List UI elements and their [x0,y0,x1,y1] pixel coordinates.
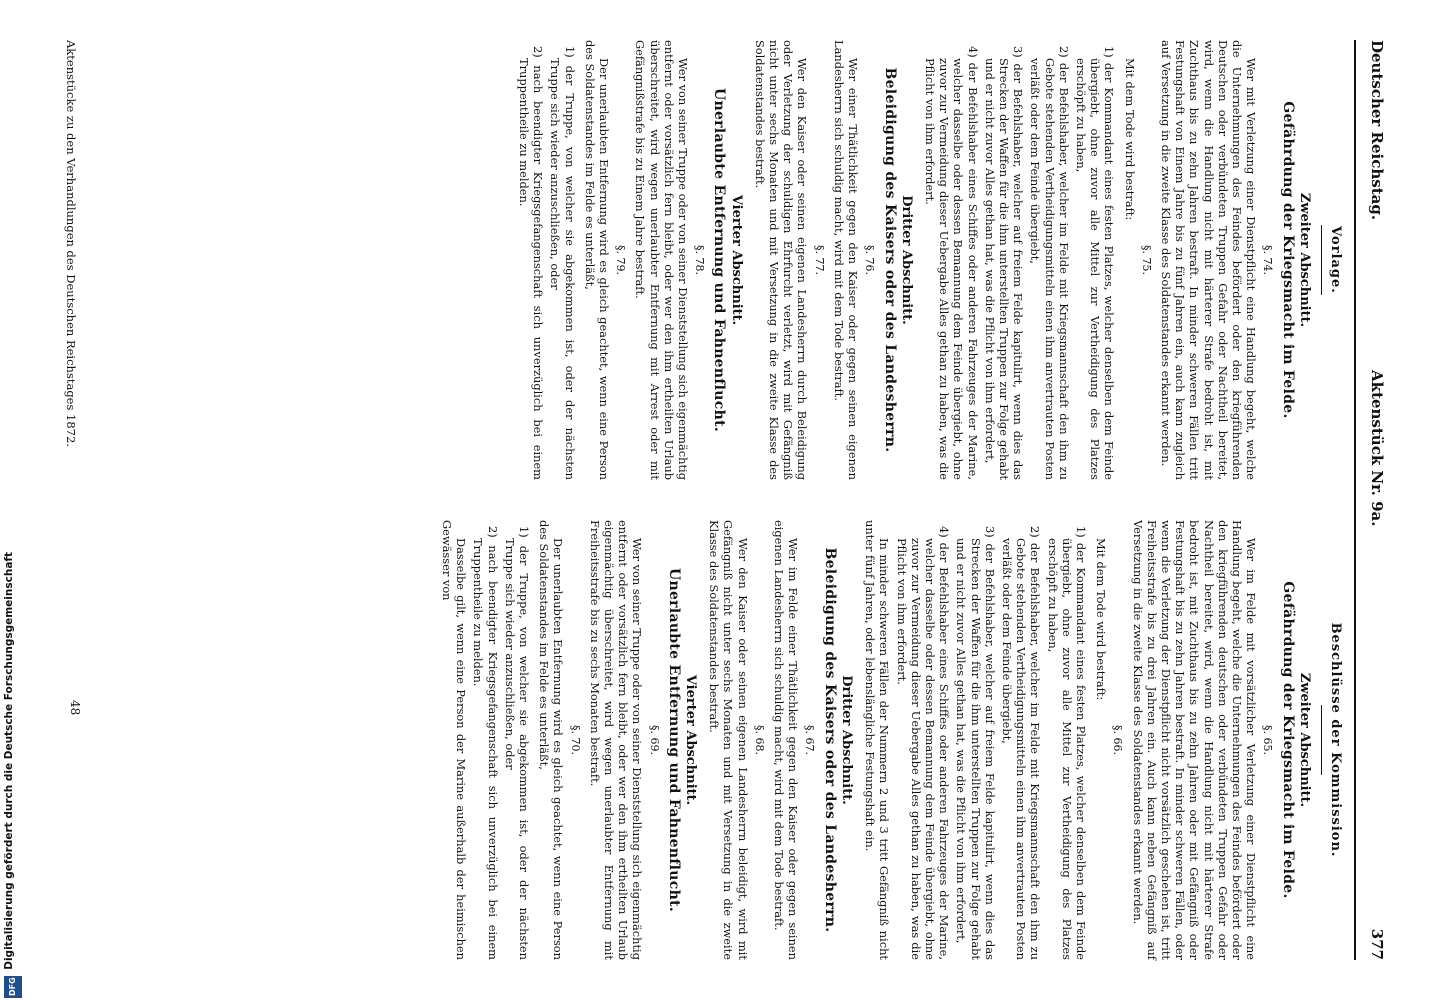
list-item: 1) der Kommandant eines festen Platzes, welcher denselben dem Feinde übergiebt, ohne zuvor alle Mittel zur Vertheidigung des Platzes erschöpft zu haben, [1073,46,1117,480]
column-title: Beschlüsse der Kommission. [1328,622,1343,858]
paragraph-number: §. 68. [752,725,766,755]
list-item: 1) der Truppe, von welcher sie abgekommen ist, oder der nächsten Truppe sich wieder anzuschließen, oder [548,46,577,480]
section-title: Gefährdung der Kriegsmacht im Felde. [1279,581,1296,899]
paragraph-text: Wer im Felde einer Thätlichkeit gegen den Kaiser oder gegen seinen eigenen Landesherrn sich schuldig macht, wird mit dem Tode bestraft. [772,520,801,960]
digitization-credit [0,552,26,1000]
list-item: 4) der Befehlshaber eines Schiffes oder anderen Fahrzeuges der Marine, welcher dasselbe oder dessen Bemannung dem Feinde übergiebt, ohne zuvor zur Vermeidung dieser Uebergabe Alles gethan zu haben, was die Pflicht von ihm erfordert. [922,46,980,480]
list-item: 2) nach beendigter Kriegsgefangenschaft sich unverzüglich bei einem Truppentheile zu melden. [517,46,546,480]
header-center: Aktenstück Nr. 9a. [1368,370,1386,527]
paragraph-number: §. 79. [614,245,628,275]
paragraph-text: Wer mit Verletzung einer Dienstpflicht eine Handlung begeht, welche die Unternehmungen des Feindes befördert oder den kriegführenden Deutschen oder verbündeten Truppen Gefahr oder Nachtheil bereitet, wird, wenn die Handlung nicht mit härterer Strafe bedroht ist, mit Zuchthaus bis zu zehn Jahren bestraft. In minder schweren Fällen tritt Festungshaft von Einem Jahre bis zu fünf Jahren ein, auch kann zugleich auf Versetzung in die zweite Klasse des Soldatenstandes erkannt werden. [1158,40,1259,480]
paragraph-text: Wer einer Thätlichkeit gegen den Kaiser oder gegen seinen eigenen Landesherrn sich schuldig macht, wird mit dem Tode bestraft. [831,40,861,480]
list-item: 1) der Truppe, von welcher sie abgekommen ist, oder der nächsten Truppe sich wieder anzuschließen, oder [502,526,532,960]
list-item: 2) nach beendigter Kriegsgefangenschaft sich unverzüglich bei einem Truppentheile zu melden. [471,526,500,960]
paragraph-number: §. 66. [1111,725,1125,755]
list-item: 3) der Befehlshaber, welcher auf freiem Felde kapitulirt, wenn dies das Strecken der Waffen für die ihm unterstellten Truppen zur Folge gehabt und er nicht zuvor Alles gethan hat, was die Pflicht von ihm erfordert, [954,526,997,960]
sheet-number: 48 [68,700,82,716]
divider [1321,225,1322,295]
list-item: 3) der Befehlshaber, welcher auf freiem Felde kapitulirt, wenn dies das Strecken der Waffen für die ihm unterstellten Truppen zur Folge gehabt und er nicht zuvor Alles gethan hat, was die Pflicht von ihm erfordert, [982,46,1026,480]
section-title: Unerlaubte Entfernung und Fahnenflucht. [711,87,728,433]
column-vorlage [514,40,1344,480]
paragraph-number: §. 78. [693,245,707,275]
list-item: 1) der Kommandant eines festen Platzes, welcher denselben dem Feinde übergiebt, ohne zuvor alle Mittel zur Vertheidigung des Platzes erschöpft zu haben, [1045,526,1088,960]
section-heading: Zweiter Abschnitt. [1296,672,1312,808]
section-heading: Zweiter Abschnitt. [1296,192,1312,328]
paragraph-number: §. 69. [647,725,661,755]
paragraph-text: In minder schweren Fällen der Nummern 2 und 3 tritt Gefängniß nicht unter fünf Jahren, oder lebenslängliche Festungshaft ein. [863,520,892,960]
paragraph-number: §. 65. [1261,725,1275,755]
column-title: Vorlage. [1328,226,1343,294]
list-item: 2) der Befehlshaber, welcher im Felde mit Kriegsmannschaft den ihm zu Gebote stehenden Vertheidigungsmitteln einen ihm anvertrauten Posten verläßt oder dem Feinde übergiebt, [1028,46,1071,480]
header-rule [1354,40,1356,960]
column-beschluesse [434,520,1344,960]
list-item: 2) der Befehlshaber, welcher im Felde mit Kriegsmannschaft den ihm zu Gebote stehenden Vertheidigungsmitteln einen ihm anvertrauten Posten verläßt oder dem Feinde übergiebt, [999,526,1043,960]
paragraph-text: Mit dem Tode wird bestraft: [1122,58,1137,221]
page-footer: Aktenstücke zu den Verhandlungen des Deutschen Reichstages 1872. [64,40,78,447]
paragraph-text: Der unerlaubten Entfernung wird es gleich geachtet, wenn eine Person des Soldatenstandes im Felde es unterläßt, [537,520,566,960]
section-heading: Dritter Abschnitt. [898,195,914,325]
divider [1321,705,1322,775]
section-title: Beleidigung des Kaisers oder des Landesherrn. [881,67,898,453]
paragraph-text: Wer im Felde mit vorsätzlicher Verletzung einer Dienstpflicht eine Handlung begeht, welche die Unternehmungen des Feindes befördert oder den kriegführenden deutschen oder verbündeten Truppen Gefahr oder Nachtheil bereitet, wird, wenn die Handlung nicht mit härterer Strafe bedroht ist, mit Zuchthaus bis zu zehn Jahren oder mit Gefängniß oder Festungshaft bis zu zehn Jahren bestraft. In minder schweren Fällen, oder wenn die Verletzung der Dienstpflicht nicht vorsätzlich geschehen ist, tritt Freiheitsstrafe bis zu drei Jahren ein. Auch kann neben Gefängniß auf Versetzung in die zweite Klasse des Soldatenstandes erkannt werden. [1130,520,1259,960]
page-header [1358,40,1386,960]
paragraph-number: §. 70. [568,725,582,755]
header-left: Deutscher Reichstag. [1368,40,1386,221]
paragraph-text: Wer den Kaiser oder seinen eigenen Landesherrn beleidigt, wird mit Gefängniß nicht unter sechs Monaten und mit Versetzung in die zweite Klasse des Soldatenstandes bestraft. [707,520,750,960]
section-title: Gefährdung der Kriegsmacht im Felde. [1279,101,1296,419]
paragraph-text: Mit dem Tode wird bestraft: [1094,538,1109,701]
paragraph-text: Wer den Kaiser oder seinen eigenen Landesherrn durch Beleidigung oder Verletzung der schuldigen Ehrfurcht verletzt, wird mit Gefängniß nicht unter sechs Monaten und mit Versetzung in die zweite Klasse des Soldatenstandes bestraft. [752,40,810,480]
list-item: 4) der Befehlshaber eines Schiffes oder anderen Fahrzeuges der Marine, welcher dasselbe oder dessen Bemannung dem Feinde übergiebt, ohne zuvor zur Vermeidung dieser Uebergabe Alles gethan zu haben, was die Pflicht von ihm erfordert. [894,526,952,960]
dfg-logo: DFG [4,976,22,998]
digitization-credit-text: Digitalisierung gefördert durch die Deutsche Forschungsgemeinschaft [3,552,15,970]
paragraph-number: §. 76. [863,245,877,275]
paragraph-number: §. 74. [1261,245,1275,275]
section-title: Unerlaubte Entfernung und Fahnenflucht. [665,567,682,913]
paragraph-text: Wer von seiner Truppe oder von seiner Dienststellung sich eigenmächtig entfernt oder vorsätzlich fern bleibt, oder wer den ihm ertheilten Urlaub überschreitet, wird wegen unerlaubter Entfernung mit Arrest oder mit Gefängnißstrafe bis zu Einem Jahre bestraft. [633,40,691,480]
paragraph-number: §. 67. [803,725,817,755]
section-heading: Dritter Abschnitt. [838,675,854,805]
paragraph-text: Der unerlaubten Entfernung wird es gleich geachtet, wenn eine Person des Soldatenstandes im Felde es unterläßt, [582,40,612,480]
paragraph-number: §. 77. [812,245,826,275]
paragraph-text: Dasselbe gilt, wenn eine Person der Marine außerhalb der heimischen Gewässer von [440,520,469,960]
section-heading: Vierter Abschnitt. [683,674,699,806]
section-title: Beleidigung des Kaisers oder des Landesherrn. [821,547,838,933]
paragraph-text: Wer von seiner Truppe oder von seiner Dienststellung sich eigenmächtig entfernt oder vorsätzlich fern bleibt, oder wer den ihm ertheilten Urlaub eigenmächtig überschreitet, wird wegen unerlaubter Entfernung mit Freiheitsstrafe bis zu sechs Monaten bestraft. [587,520,645,960]
section-heading: Vierter Abschnitt. [728,194,744,326]
paragraph-number: §. 75. [1139,245,1153,275]
header-page-number: 377 [1368,928,1386,960]
